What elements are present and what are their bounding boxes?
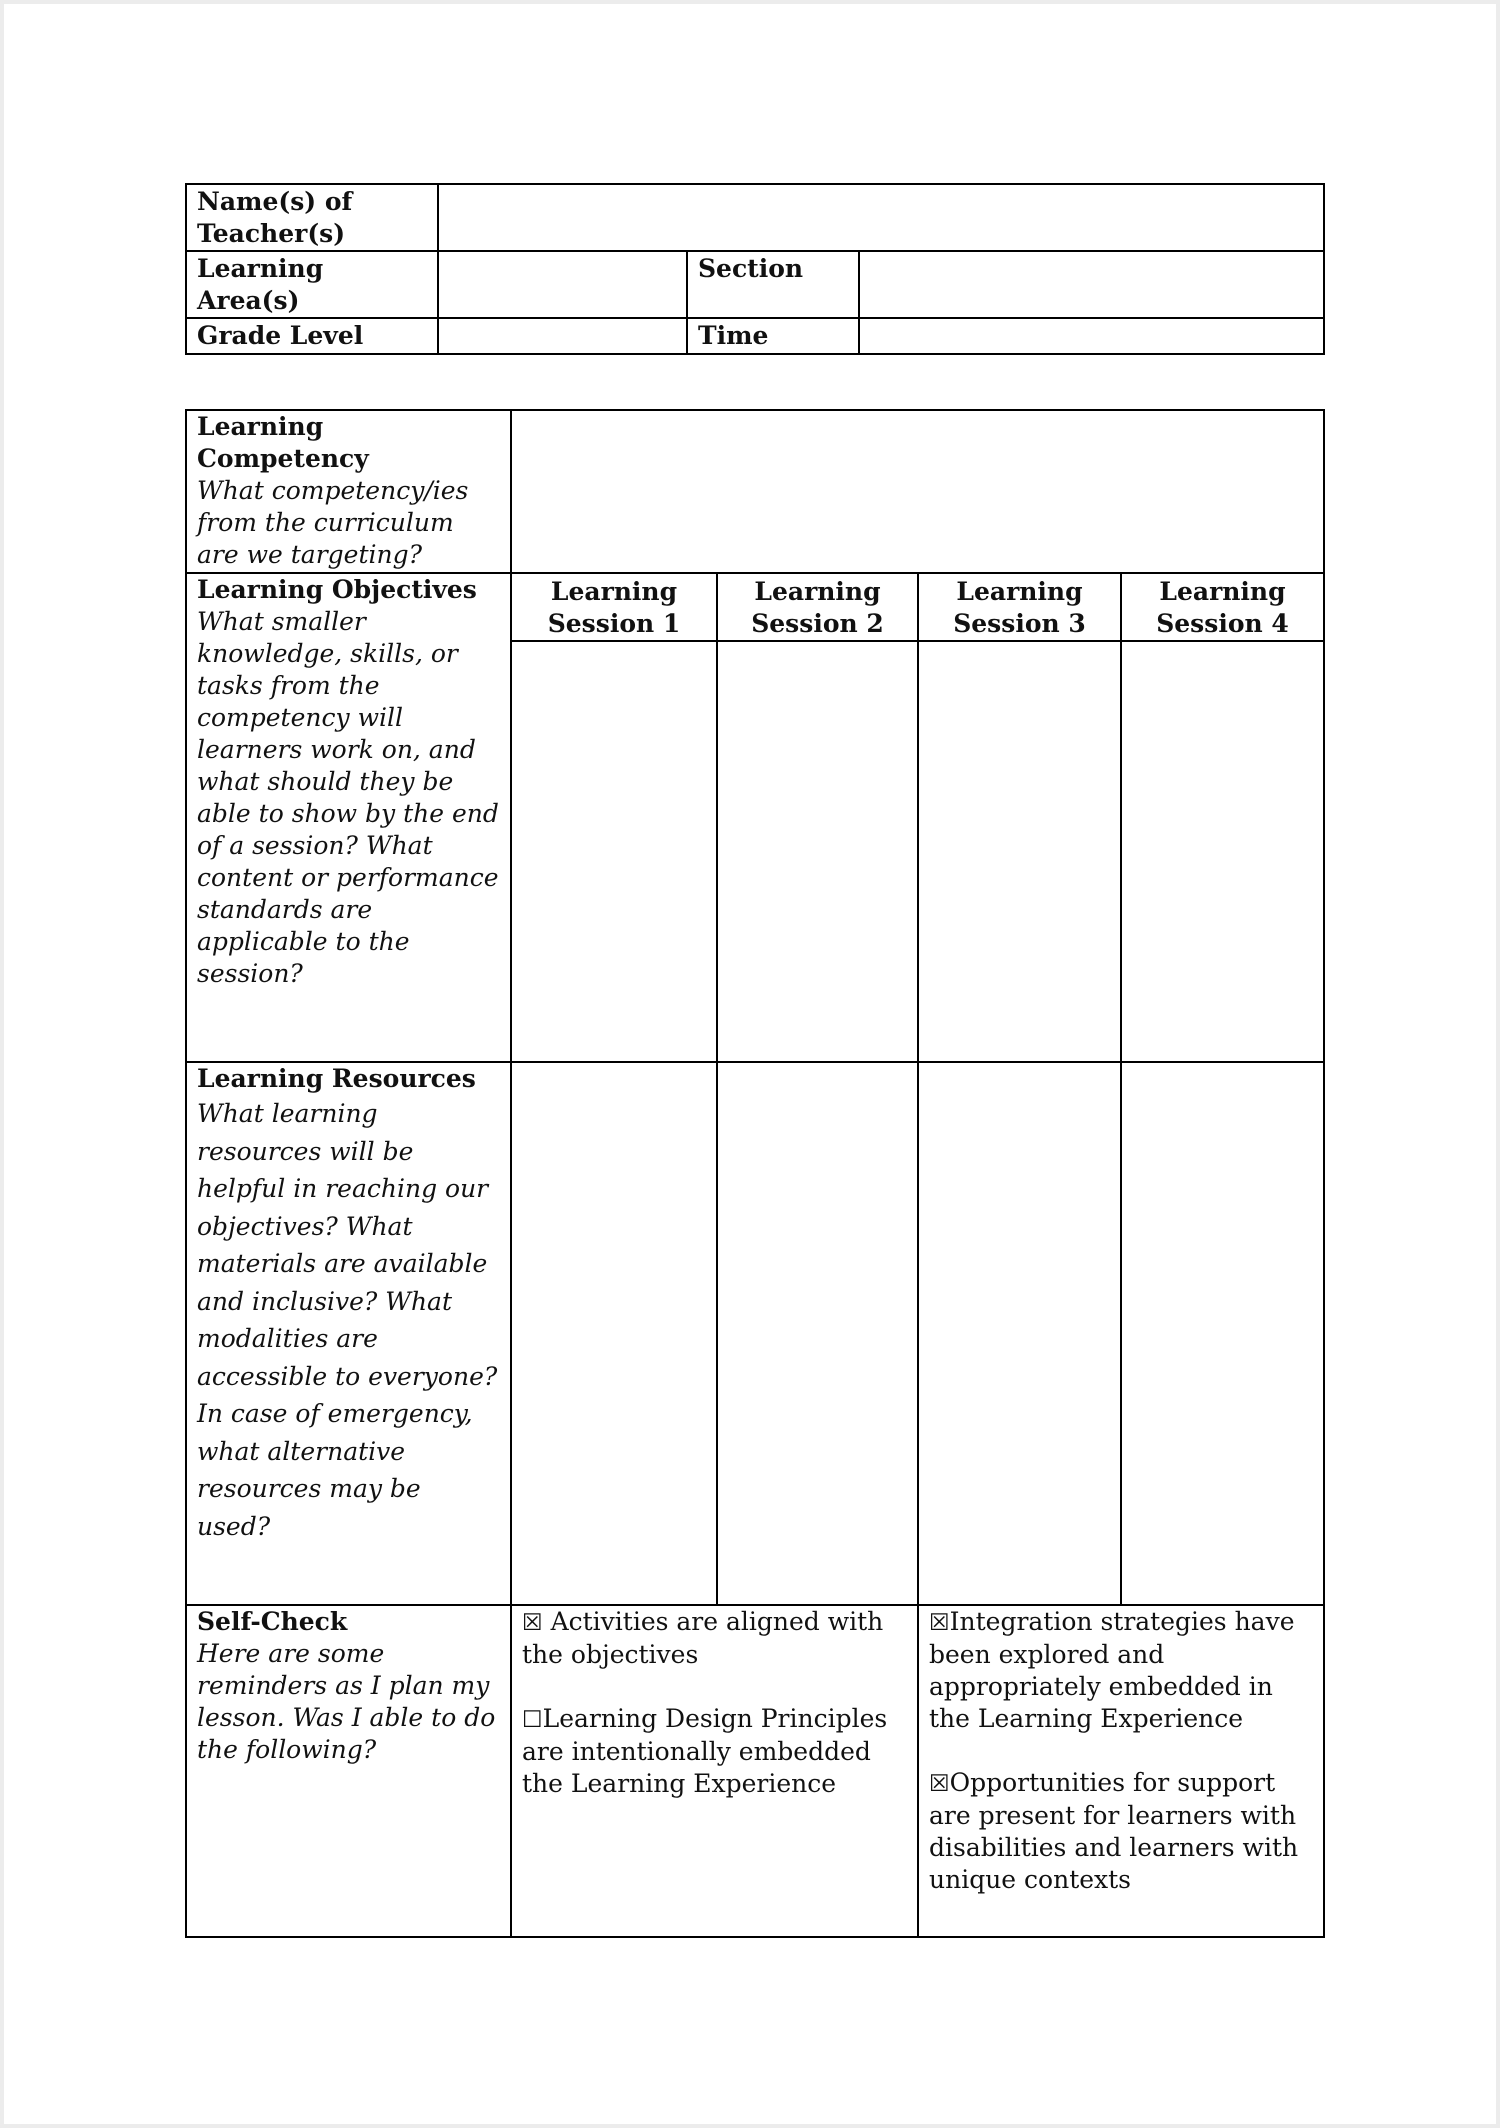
grade-level-field[interactable] <box>438 318 687 354</box>
learning-area-field[interactable] <box>438 251 687 318</box>
section-field[interactable] <box>859 251 1324 318</box>
session-1-header: Learning Session 1 <box>511 573 717 641</box>
competency-question: What competency/ies from the curriculum are we targeting? <box>197 476 469 569</box>
competency-cell <box>186 410 511 573</box>
competency-field[interactable] <box>511 410 1324 573</box>
objectives-cell <box>186 573 511 1062</box>
session-2-objectives-field[interactable] <box>717 641 918 1062</box>
session-4-header: Learning Session 4 <box>1121 573 1324 641</box>
lesson-plan-table <box>185 409 1325 1938</box>
grade-level-label: Grade Level <box>186 318 438 354</box>
self-check-label: Self-Check <box>197 1607 348 1636</box>
session-4-objectives-field[interactable] <box>1121 641 1324 1062</box>
checked-box-icon[interactable]: ☒ <box>929 1610 950 1636</box>
teacher-info-table <box>185 183 1325 355</box>
resources-cell <box>186 1062 511 1605</box>
session-1-objectives-field[interactable] <box>511 641 717 1062</box>
checked-box-icon[interactable]: ☒ <box>929 1771 950 1797</box>
checklist-item-activities-aligned[interactable] <box>522 1606 907 1671</box>
checklist-item-text: Opportunities for support are present for learners with disabilities and learners with unique contexts <box>929 1768 1299 1894</box>
self-check-cell <box>186 1605 511 1937</box>
time-label: Time <box>687 318 859 354</box>
checklist-item-design-principles[interactable] <box>522 1703 907 1800</box>
session-1-resources-field[interactable] <box>511 1062 717 1605</box>
learning-area-label: Learning Area(s) <box>186 251 438 318</box>
session-3-resources-field[interactable] <box>918 1062 1121 1605</box>
competency-label: Learning Competency <box>197 412 369 473</box>
self-check-question: Here are some reminders as I plan my lesson. Was I able to do the following? <box>197 1639 496 1764</box>
time-field[interactable] <box>859 318 1324 354</box>
objectives-question: What smaller knowledge, skills, or tasks from the competency will learners work on, and what should they be able to show by the end of a session? What content or performance standards are applicable to the session? <box>197 607 499 988</box>
checklist-item-support-opportunities[interactable] <box>929 1767 1313 1896</box>
unchecked-box-icon[interactable]: ☐ <box>522 1707 543 1733</box>
resources-question: What learning resources will be helpful in reaching our objectives? What materials are available and inclusive? What modalities are accessible to everyone? In case of emergency, what alternative resources may be used? <box>197 1099 498 1541</box>
teacher-name-label: Name(s) of Teacher(s) <box>186 184 438 251</box>
document-page <box>4 4 1496 2124</box>
session-3-header: Learning Session 3 <box>918 573 1121 641</box>
checklist-item-text: Learning Design Principles are intentionally embedded the Learning Experience <box>522 1704 888 1798</box>
checklist-item-integration-strategies[interactable] <box>929 1606 1313 1735</box>
session-2-resources-field[interactable] <box>717 1062 918 1605</box>
self-check-left-column <box>511 1605 918 1937</box>
checklist-item-text: Integration strategies have been explored and appropriately embedded in the Learning Experience <box>929 1607 1295 1733</box>
teacher-name-field[interactable] <box>438 184 1324 251</box>
session-3-objectives-field[interactable] <box>918 641 1121 1062</box>
objectives-label: Learning Objectives <box>197 575 477 604</box>
session-2-header: Learning Session 2 <box>717 573 918 641</box>
checked-box-icon[interactable]: ☒ <box>522 1610 543 1636</box>
section-label: Section <box>687 251 859 318</box>
checklist-item-text: Activities are aligned with the objectives <box>522 1607 884 1669</box>
session-4-resources-field[interactable] <box>1121 1062 1324 1605</box>
resources-label: Learning Resources <box>197 1064 476 1093</box>
self-check-right-column <box>918 1605 1324 1937</box>
